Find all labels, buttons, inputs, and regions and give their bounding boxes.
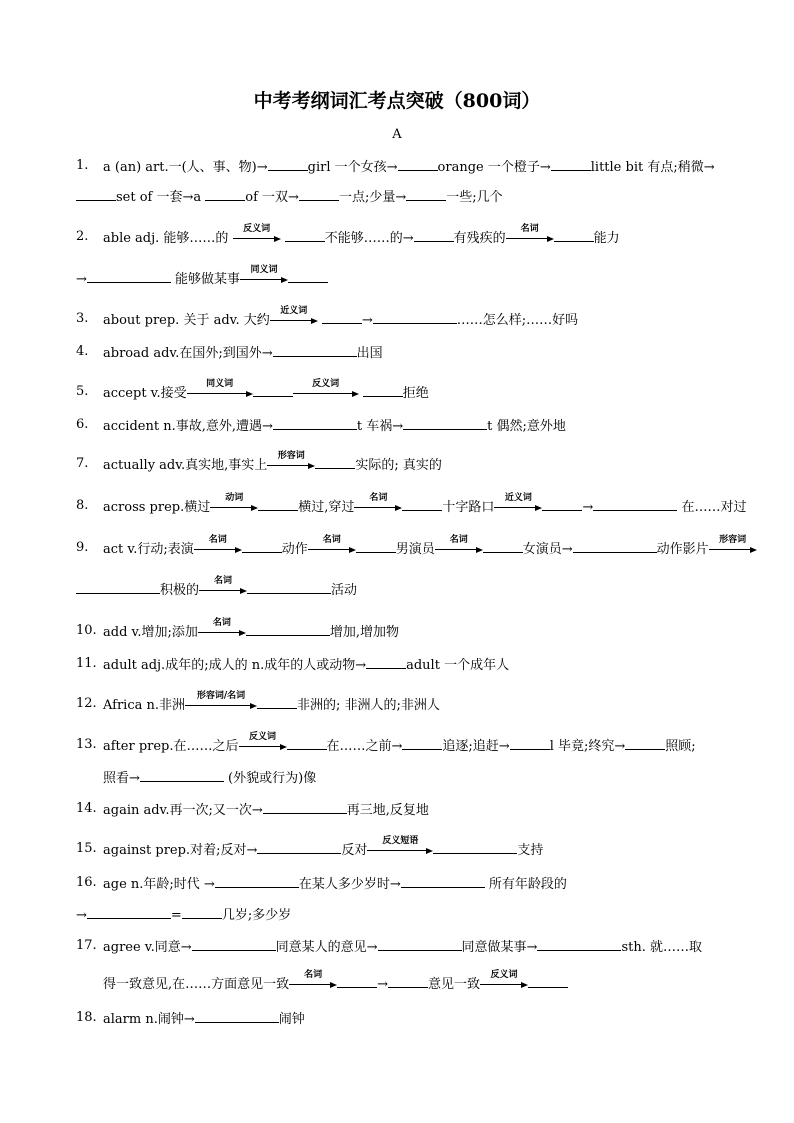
list-item-continuation bbox=[0, 906, 794, 922]
arrow-icon: 动词 bbox=[210, 499, 258, 511]
blank[interactable] bbox=[273, 417, 357, 430]
blank[interactable] bbox=[263, 801, 347, 814]
arrow-icon: 名词 bbox=[435, 541, 483, 553]
blank[interactable] bbox=[433, 841, 517, 854]
item-text: after prep.在……之后 反义词 在……之前→ 追逐;追赶→ l 毕竟;终究→ 照顾; bbox=[103, 732, 696, 754]
arrow-icon: 名词 bbox=[194, 541, 242, 553]
list-item bbox=[0, 875, 794, 891]
arrow-icon: 名词 bbox=[289, 976, 337, 988]
blank[interactable] bbox=[322, 311, 362, 324]
blank[interactable] bbox=[246, 623, 330, 636]
item-text: 照看→ (外貌或行为)像 bbox=[103, 771, 317, 786]
blank[interactable] bbox=[285, 229, 325, 242]
item-number: 3. bbox=[76, 311, 89, 326]
blank[interactable] bbox=[315, 456, 355, 469]
arrow-icon: 反义词 bbox=[480, 976, 528, 988]
blank[interactable] bbox=[215, 875, 299, 888]
item-text: act v.行动;表演 名词 动作 名词 男演员 名词 女演员→ 动作影片 形容词 bbox=[103, 540, 757, 558]
blank[interactable] bbox=[76, 188, 116, 201]
blank[interactable] bbox=[573, 540, 657, 553]
blank[interactable] bbox=[542, 498, 582, 511]
blank[interactable] bbox=[257, 696, 297, 709]
section-heading: A bbox=[392, 127, 402, 142]
blank[interactable] bbox=[288, 270, 328, 283]
item-text: accident n.事故,意外,遭遇→ t 车祸→ t 偶然;意外地 bbox=[103, 419, 566, 434]
list-item bbox=[0, 344, 794, 360]
arrow-icon: 形容词 bbox=[709, 541, 757, 553]
item-number: 11. bbox=[76, 656, 97, 671]
list-item bbox=[0, 417, 794, 433]
item-number: 12. bbox=[76, 696, 97, 711]
blank[interactable] bbox=[182, 906, 222, 919]
blank[interactable] bbox=[356, 540, 396, 553]
blank[interactable] bbox=[299, 188, 339, 201]
list-item-continuation bbox=[0, 769, 794, 785]
item-text: 得一致意见,在……方面意见一致 名词 → 意见一致 反义词 bbox=[103, 975, 568, 993]
blank[interactable] bbox=[528, 975, 568, 988]
list-item bbox=[0, 836, 794, 858]
blank[interactable] bbox=[247, 581, 331, 594]
blank[interactable] bbox=[273, 344, 357, 357]
blank[interactable] bbox=[402, 737, 442, 750]
blank[interactable] bbox=[593, 498, 677, 511]
blank[interactable] bbox=[242, 540, 282, 553]
blank[interactable] bbox=[406, 188, 446, 201]
blank[interactable] bbox=[366, 656, 406, 669]
blank[interactable] bbox=[625, 737, 665, 750]
arrow-icon: 同义词 bbox=[240, 271, 288, 283]
blank[interactable] bbox=[554, 229, 594, 242]
item-text: agree v.同意→ 同意某人的意见→ 同意做某事→ sth. 就……取 bbox=[103, 940, 702, 955]
item-text: against prep.对着;反对→ 反对 反义短语 支持 bbox=[103, 836, 544, 858]
item-number: 6. bbox=[76, 417, 89, 432]
blank[interactable] bbox=[287, 737, 327, 750]
item-text: age n.年龄;时代 → 在某人多少岁时→ 所有年龄段的 bbox=[103, 877, 567, 892]
item-number: 10. bbox=[76, 623, 97, 638]
blank[interactable] bbox=[401, 875, 485, 888]
arrow-icon: 同义词 bbox=[187, 385, 253, 397]
item-text: adult adj.成年的;成人的 n.成年的人或动物→ adult 一个成年人 bbox=[103, 658, 510, 673]
item-number: 1. bbox=[76, 158, 89, 173]
list-item bbox=[0, 801, 794, 817]
item-number: 7. bbox=[76, 456, 89, 471]
list-item bbox=[0, 691, 794, 713]
item-text: across prep.横过 动词 横过,穿过 名词 十字路口 近义词 → 在……对过 bbox=[103, 493, 747, 515]
arrow-icon: 名词 bbox=[199, 582, 247, 594]
blank[interactable] bbox=[510, 737, 550, 750]
blank[interactable] bbox=[337, 975, 377, 988]
item-text: again adv.再一次;又一次→ 再三地,反复地 bbox=[103, 803, 429, 818]
arrow-icon: 名词 bbox=[354, 499, 402, 511]
list-item bbox=[0, 306, 794, 328]
arrow-icon: 形容词/名词 bbox=[185, 697, 257, 709]
item-number: 5. bbox=[76, 384, 89, 399]
blank[interactable] bbox=[551, 158, 591, 171]
item-number: 16. bbox=[76, 875, 97, 890]
blank[interactable] bbox=[195, 1010, 279, 1023]
blank[interactable] bbox=[483, 540, 523, 553]
arrow-icon: 名词 bbox=[198, 624, 246, 636]
item-text: a (an) art.一(人、事、物)→ girl 一个女孩→ orange 一个橙子→ little bit 有点;稍微→ bbox=[103, 160, 715, 175]
arrow-icon: 近义词 bbox=[270, 312, 318, 324]
item-text: able adj. 能够……的 反义词 不能够……的→ 有残疾的 名词 能力 bbox=[103, 224, 620, 246]
list-item bbox=[0, 493, 794, 515]
blank[interactable] bbox=[87, 270, 171, 283]
list-item bbox=[0, 656, 794, 672]
blank[interactable] bbox=[76, 581, 160, 594]
blank[interactable] bbox=[414, 229, 454, 242]
list-item bbox=[0, 158, 794, 174]
blank[interactable] bbox=[258, 498, 298, 511]
list-item bbox=[0, 732, 794, 754]
blank[interactable] bbox=[378, 938, 462, 951]
arrow-icon: 名词 bbox=[308, 541, 356, 553]
item-text: set of 一套→a of 一双→ 一点;少量→ 一些;几个 bbox=[76, 188, 503, 206]
list-item-continuation bbox=[0, 970, 794, 992]
item-number: 15. bbox=[76, 841, 97, 856]
item-text: accept v.接受 同义词 反义词 拒绝 bbox=[103, 379, 429, 401]
item-number: 13. bbox=[76, 737, 97, 752]
list-item bbox=[0, 618, 794, 640]
blank[interactable] bbox=[257, 841, 341, 854]
blank[interactable] bbox=[87, 906, 171, 919]
item-number: 8. bbox=[76, 498, 89, 513]
blank[interactable] bbox=[402, 498, 442, 511]
arrow-icon: 反义词 bbox=[239, 738, 287, 750]
blank[interactable] bbox=[205, 188, 245, 201]
list-item bbox=[0, 938, 794, 954]
item-number: 4. bbox=[76, 344, 89, 359]
blank[interactable] bbox=[403, 417, 487, 430]
list-item bbox=[0, 224, 794, 246]
item-text: add v.增加;添加 名词 增加,增加物 bbox=[103, 618, 399, 640]
list-item-continuation bbox=[0, 265, 794, 287]
blank[interactable] bbox=[268, 158, 308, 171]
item-number: 18. bbox=[76, 1010, 97, 1025]
item-text: about prep. 关于 adv. 大约 近义词 → ……怎么样;……好吗 bbox=[103, 306, 579, 328]
item-text: → 能够做某事 同义词 bbox=[76, 270, 328, 288]
item-text: → = 几岁;多少岁 bbox=[76, 908, 292, 923]
item-number: 9. bbox=[76, 540, 89, 555]
item-text: Africa n.非洲 形容词/名词 非洲的; 非洲人的;非洲人 bbox=[103, 691, 440, 713]
arrow-icon: 近义词 bbox=[494, 499, 542, 511]
item-text: 积极的 名词 活动 bbox=[76, 581, 357, 599]
blank[interactable] bbox=[192, 938, 276, 951]
item-text: actually adv.真实地,事实上 形容词 实际的; 真实的 bbox=[103, 451, 442, 473]
blank[interactable] bbox=[537, 938, 621, 951]
blank[interactable] bbox=[140, 769, 224, 782]
arrow-icon: 反义词 bbox=[233, 230, 281, 242]
list-item bbox=[0, 535, 794, 557]
list-item bbox=[0, 379, 794, 401]
page-title: 中考考纲词汇考点突破（800词） bbox=[253, 90, 541, 112]
list-item-continuation bbox=[0, 188, 794, 204]
blank[interactable] bbox=[398, 158, 438, 171]
arrow-icon: 反义短语 bbox=[367, 842, 433, 854]
list-item bbox=[0, 451, 794, 473]
blank[interactable] bbox=[253, 384, 293, 397]
blank[interactable] bbox=[373, 311, 457, 324]
item-number: 14. bbox=[76, 801, 97, 816]
blank[interactable] bbox=[363, 384, 403, 397]
arrow-icon: 名词 bbox=[506, 230, 554, 242]
arrow-icon: 形容词 bbox=[267, 457, 315, 469]
list-item-continuation bbox=[0, 576, 794, 598]
item-number: 2. bbox=[76, 229, 89, 244]
item-text: alarm n.闹钟→ 闹钟 bbox=[103, 1012, 305, 1027]
arrow-icon: 反义词 bbox=[293, 385, 359, 397]
list-item bbox=[0, 1010, 794, 1026]
item-number: 17. bbox=[76, 938, 97, 953]
item-text: abroad adv.在国外;到国外→ 出国 bbox=[103, 346, 383, 361]
blank[interactable] bbox=[388, 975, 428, 988]
